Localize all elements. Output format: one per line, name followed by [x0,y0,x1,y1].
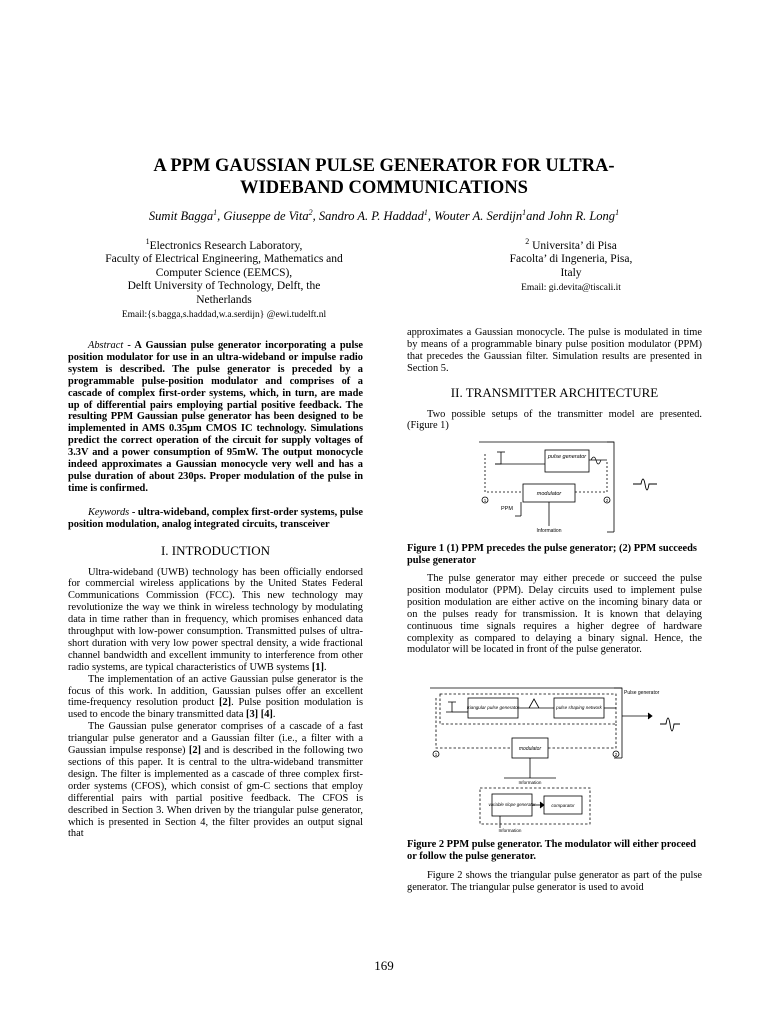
fig2-information-label: Information [518,780,542,785]
fig2-triangular-label: triangular pulse generator [466,705,520,710]
section-heading-introduction: I. INTRODUCTION [160,542,271,558]
author: Sandro A. P. Haddad$^1$, [318,208,435,224]
paragraph: The implementation of an active Gaussian pulse generator is the focus of this work. In addition, Gaussian pulses offer an excellent time-frequency resolution product [2]. Pulse position modulation is used to encode the binary transmitted data [3] [4]. [68,673,363,721]
fig2-comparator-label: comparator [551,803,575,808]
paper-title [60,155,708,199]
title-line-2: WIDEBAND COMMUNICATIONS [240,178,528,198]
fig1-information-label: Information [536,528,562,534]
title-line-1: A PPM GAUSSIAN PULSE GENERATOR FOR ULTRA- [153,156,615,176]
right-column [407,327,702,432]
paragraph: approximates a Gaussian monocycle. The pulse is modulated in time by means of a programmable binary pulse position modulator (PPM) that precedes the Gaussian filter. Simulation results are presented in Section 5. [407,327,702,374]
abstract: Abstract - A Gaussian pulse generator incorporating a pulse position modulator for use in an ultra-wideband or impulse radio system is described. The pulse generator is preceded by a programmable pulse-position modulator and comprises of a cascade of complex first-order systems, which, in turn, are made up of differential pairs employing partial positive feedback. The resulting PPM Gaussian pulse generator has been designed to be implemented in AMS 0.35μm CMOS IC technology. Simulations predict the correct operation of the circuit for supply voltages of 3.3V and a power consumption of 95mW. The output monocycle indeed approximates a Gaussian monocycle very well and has a pulse duration of about 230ps. Proper modulation of the pulse in time is confirmed. [68,340,363,494]
frame-line [479,442,614,532]
paragraph: The pulse generator may either precede or succeed the pulse position modulator (PPM). Delay circuits used to implement pulse position modulation are either active on the incoming binary data or on the pulses ready for transmission. It is known that delaying continuous time signals requires a higher degree of hardware complexity as compared to delaying a binary signal. Hence, the modulator will be located in front of the pulse generator. [407,573,702,656]
figure-2-caption: Figure 2 PPM pulse generator. The modulator will either proceed or follow the pulse generator. [407,839,696,862]
output-pulse-icon [633,479,657,490]
affiliation-right: $^2$ Universita’ di Pisa Facolta’ di Ingeneria, Pisa, Italy Email: gi.devita@tiscali.it [440,235,702,296]
fig2-pulse-generator-label: Pulse generator [624,690,660,696]
right-column-cont [407,573,702,656]
figure-2-diagram [428,684,698,834]
fig1-node-2-label: 2 [605,498,609,503]
author: Wouter A. Serdijn$^1$and [434,208,549,224]
fig2-variable-slope-label: variable slope generator [488,802,536,807]
output-pulse-icon [660,718,680,731]
paragraph: Figure 2 shows the triangular pulse generator as part of the pulse generator. The triangular pulse generator is used to avoid [407,870,702,893]
fig1-node-1-label: 1 [483,498,487,503]
fig2-node-1-label: 1 [434,752,438,757]
fig1-ppm-label: PPM [501,506,513,512]
affiliation-left: $^1$Electronics Research Laboratory, Faculty of Electrical Engineering, Mathematics and Computer Science (EEMCS), Delft University of Technology, Delft, the Netherlands Email:{s.bagga,s.haddad,w.a.serdijn} @ewi.tudelft.nl [78,235,370,323]
right-column-end [407,870,702,894]
paragraph: Two possible setups of the transmitter model are presented. (Figure 1) [407,408,702,432]
figure-1-caption: Figure 1 (1) PPM precedes the pulse generator; (2) PPM succeeds pulse generator [407,543,697,566]
fig2-information-2-label: Information [498,828,522,833]
author: John R. Long$^1$ [548,208,620,224]
triangle-pulse-icon [529,699,539,708]
email-left: Email:{s.bagga,s.haddad,w.a.serdijn} @ewi.tudelft.nl [121,310,327,321]
fig2-pulse-shaping-label: pulse shaping network [556,705,602,710]
fig1-modulator-label: modulator [536,491,562,497]
keywords: Keywords - ultra-wideband, complex first-order systems, pulse position modulation, analog integrated circuits, transceiver [68,506,363,530]
fig2-node-2-label: 2 [614,752,618,757]
fig2-modulator-label: modulator [518,746,542,752]
page-number: 169 [374,958,394,973]
paragraph: The Gaussian pulse generator comprises of a cascade of a fast triangular pulse generator and a Gaussian filter (i.e., a filter with a Gaussian impulse response) [2] and is described in the following two sections of this paper. It is central to the ultra-wideband transmitter design. The filter is implemented as a cascade of three complex first-order systems (CFOS), which consist of gm-C sections that employ differential pairs with partial positive feedback. The CFOS is described in Section 3. When driven by the triangular pulse generator, which is presented in Section 4, the filter provides an output signal that [68,721,363,840]
paragraph: Ultra-wideband (UWB) technology has been officially endorsed for commercial wireless applications by the United States Federal Communications Commission (FCC). This new technology may revolutionize the way we think in wireless technology by modulating data in time rather than in frequency, which promises enhanced data throughput with low-power consumption. Transmitted pulses of ultra-short duration with very low power spectral density, a wide fractional channel bandwidth and excellent immunity to interference from other radio systems, are typical characteristics of UWB systems [1]. [68,566,363,673]
figure-1-diagram [475,440,675,536]
email-right: Email: gi.devita@tiscali.it [521,283,621,294]
author-list [60,208,708,224]
left-column [68,340,363,840]
section-heading-architecture: II. TRANSMITTER ARCHITECTURE [450,384,659,400]
author: Sumit Bagga$^1$, [148,208,224,224]
fig1-pulse-generator-label: pulse generator [547,454,587,460]
author: Giuseppe de Vita$^2$, [223,208,319,224]
